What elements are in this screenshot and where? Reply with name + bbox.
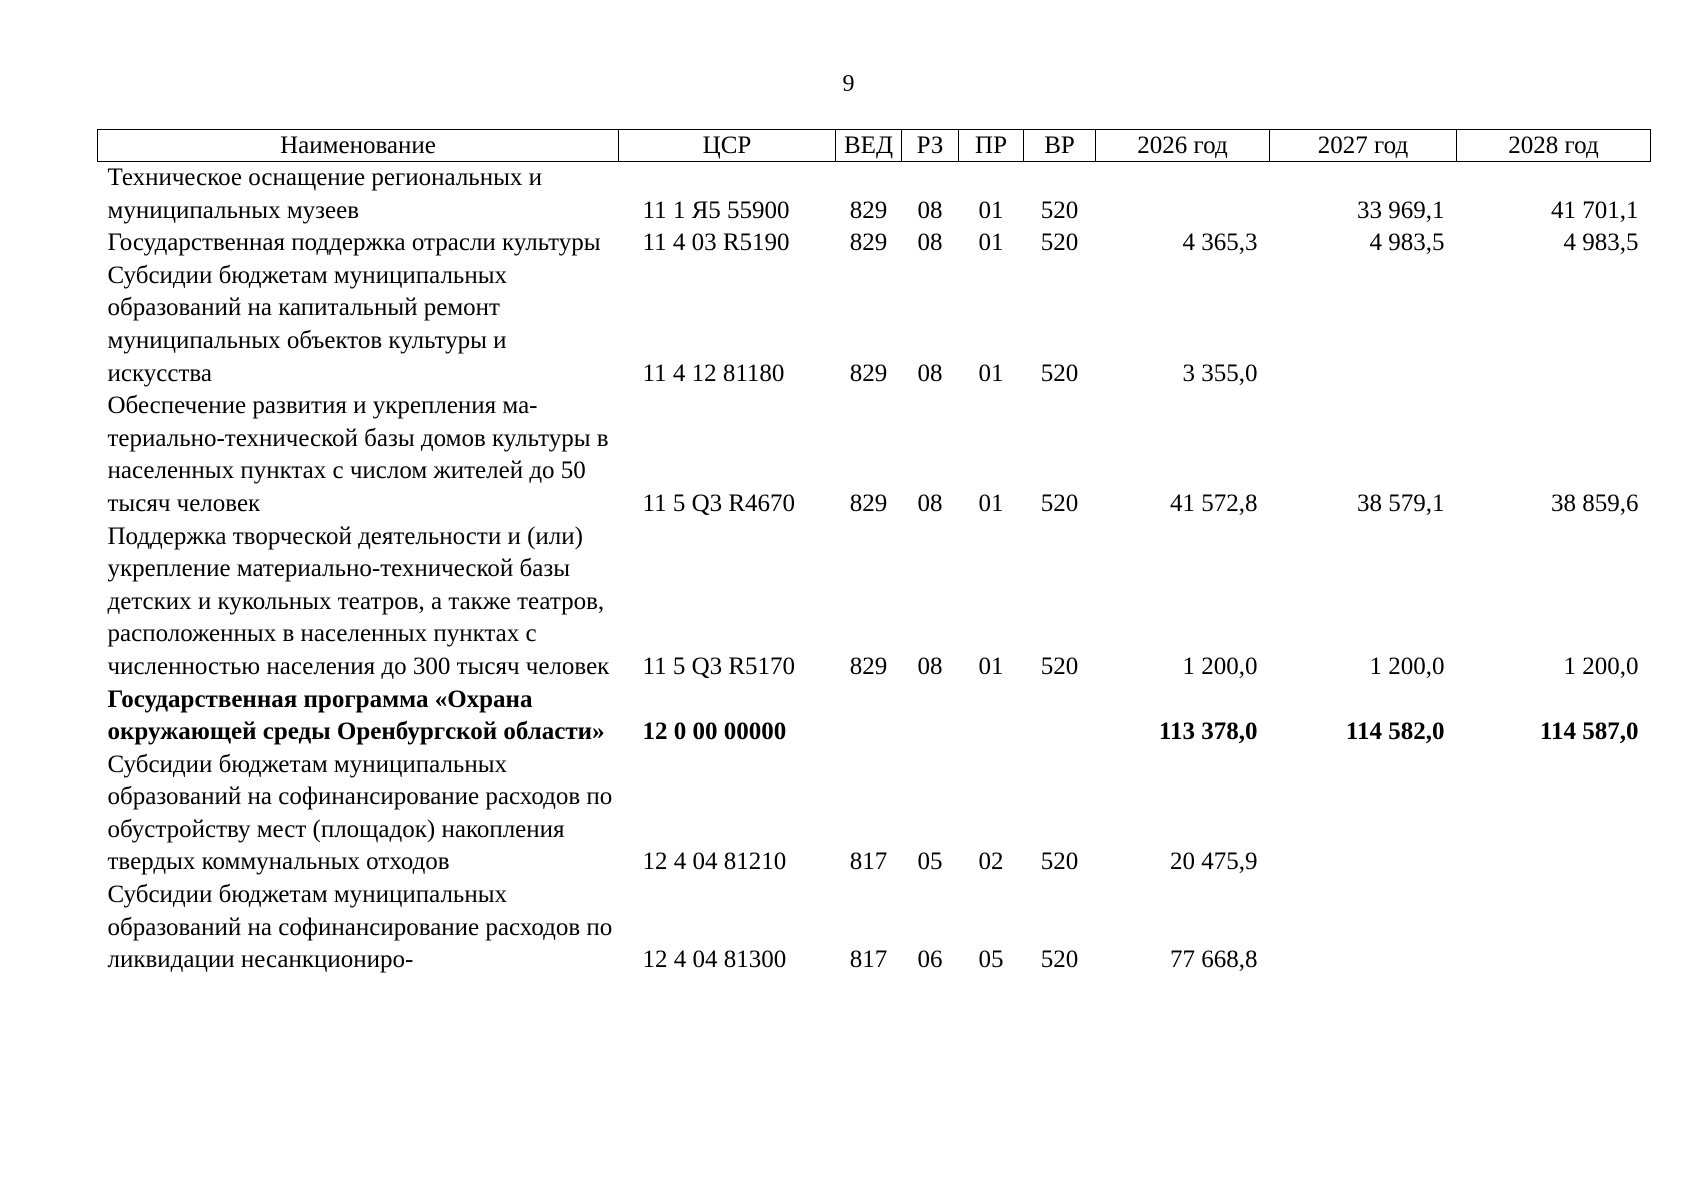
page-number: 9 — [842, 71, 855, 97]
header-csr: ЦСР — [619, 130, 836, 162]
cell-name: Государственная поддержка отрасли культуры — [107, 229, 601, 257]
cell-ved: 829 — [849, 652, 888, 680]
budget-table — [97, 129, 1651, 977]
cell-2026 — [1096, 162, 1270, 228]
cell-rz: 05 — [917, 848, 943, 876]
cell-pr: 05 — [978, 946, 1004, 974]
cell-csr: 11 1 Я5 55900 — [642, 196, 790, 224]
cell-rz: 06 — [917, 946, 943, 974]
cell-ved: 829 — [849, 359, 888, 387]
cell-pr: 01 — [978, 359, 1004, 387]
cell-ved — [836, 684, 902, 749]
cell-csr: 11 4 03 R5190 — [642, 229, 790, 257]
table-row — [98, 749, 1651, 879]
table-body — [98, 162, 1651, 977]
cell-csr: 11 5 Q3 R4670 — [642, 489, 796, 517]
cell-2027: 4 983,5 — [1369, 229, 1445, 257]
cell-2027: 1 200,0 — [1369, 652, 1445, 680]
cell-name: Обеспечение развития и укрепления материально-технической базы домов культуры в населенных пунктах с числом жителей до 50 тысяч человек — [107, 392, 609, 517]
header-ved: ВЕД — [836, 130, 902, 162]
cell-csr: 12 0 00 00000 — [642, 718, 787, 746]
cell-ved: 829 — [849, 196, 888, 224]
cell-vr — [1024, 684, 1096, 749]
cell-vr: 520 — [1040, 946, 1079, 974]
cell-2026: 41 572,8 — [1170, 489, 1258, 517]
header-row — [98, 130, 1651, 162]
cell-2027 — [1270, 749, 1457, 879]
cell-csr: 12 4 04 81210 — [642, 848, 787, 876]
cell-2026: 1 200,0 — [1182, 652, 1258, 680]
header-2028: 2028 год — [1457, 130, 1651, 162]
cell-vr: 520 — [1040, 652, 1079, 680]
cell-rz — [902, 684, 959, 749]
cell-pr: 01 — [978, 229, 1004, 257]
cell-pr: 02 — [978, 848, 1004, 876]
cell-vr: 520 — [1040, 359, 1079, 387]
cell-name: Государственная программа «Охрана окружающей среды Оренбургской области» — [107, 685, 605, 746]
cell-2026: 4 365,3 — [1182, 229, 1258, 257]
cell-2028: 41 701,1 — [1551, 196, 1639, 224]
cell-2028: 4 983,5 — [1563, 229, 1639, 257]
cell-vr: 520 — [1040, 229, 1079, 257]
cell-2027 — [1270, 879, 1457, 977]
header-rz: РЗ — [902, 130, 959, 162]
cell-name: Поддержка творческой деятельности и (или) укрепление материально-технической базы детских и кукольных театров, а также театров, расположенных в населенных пунктах с численностью населения до 300 тысяч человек — [107, 522, 610, 680]
header-2026: 2026 год — [1096, 130, 1270, 162]
cell-2028: 114 587,0 — [1539, 718, 1639, 746]
cell-ved: 829 — [849, 489, 888, 517]
cell-2026: 3 355,0 — [1182, 359, 1258, 387]
cell-2027: 33 969,1 — [1357, 196, 1445, 224]
header-vr: ВР — [1024, 130, 1096, 162]
cell-rz: 08 — [917, 196, 943, 224]
cell-name: Субсидии бюджетам муниципальных образований на софинансирование расходов по обустройству мест (площадок) накопления твердых коммунальных отходов — [107, 750, 613, 876]
table-row — [98, 260, 1651, 390]
cell-2028 — [1457, 749, 1651, 879]
cell-2028: 1 200,0 — [1563, 652, 1639, 680]
cell-csr: 11 5 Q3 R5170 — [642, 652, 796, 680]
table-row — [98, 390, 1651, 520]
cell-rz: 08 — [917, 652, 943, 680]
header-pr: ПР — [959, 130, 1024, 162]
cell-2026: 77 668,8 — [1170, 946, 1258, 974]
table-row — [98, 684, 1651, 749]
cell-csr: 12 4 04 81300 — [642, 946, 787, 974]
cell-pr: 01 — [978, 489, 1004, 517]
table-row — [98, 162, 1651, 228]
cell-2026: 113 378,0 — [1158, 718, 1258, 746]
cell-vr: 520 — [1040, 489, 1079, 517]
cell-pr: 01 — [978, 652, 1004, 680]
cell-rz: 08 — [917, 229, 943, 257]
header-name: Наименование — [98, 130, 619, 162]
cell-name: Субсидии бюджетам муниципальных образований на капитальный ремонт муниципальных объектов культуры и искусства — [107, 261, 508, 387]
cell-name: Субсидии бюджетам муниципальных образований на софинансирование расходов по ликвидации несанкциониро- — [107, 881, 613, 974]
cell-name: Техническое оснащение региональных и муниципальных музеев — [107, 164, 543, 224]
cell-2028: 38 859,6 — [1551, 489, 1639, 517]
table-row — [98, 521, 1651, 684]
table-row — [98, 227, 1651, 260]
cell-csr: 11 4 12 81180 — [642, 359, 785, 387]
cell-ved: 817 — [849, 946, 888, 974]
cell-vr: 520 — [1040, 848, 1079, 876]
cell-2028 — [1457, 879, 1651, 977]
cell-pr — [959, 684, 1024, 749]
cell-rz: 08 — [917, 359, 943, 387]
cell-ved: 829 — [849, 229, 888, 257]
table-header — [98, 130, 1651, 162]
cell-vr: 520 — [1040, 196, 1079, 224]
cell-2027: 114 582,0 — [1345, 718, 1445, 746]
table-row — [98, 879, 1651, 977]
cell-pr: 01 — [978, 196, 1004, 224]
cell-2027 — [1270, 260, 1457, 390]
header-2027: 2027 год — [1270, 130, 1457, 162]
cell-2028 — [1457, 260, 1651, 390]
cell-2027: 38 579,1 — [1357, 489, 1445, 517]
cell-rz: 08 — [917, 489, 943, 517]
cell-2026: 20 475,9 — [1170, 848, 1258, 876]
cell-ved: 817 — [849, 848, 888, 876]
